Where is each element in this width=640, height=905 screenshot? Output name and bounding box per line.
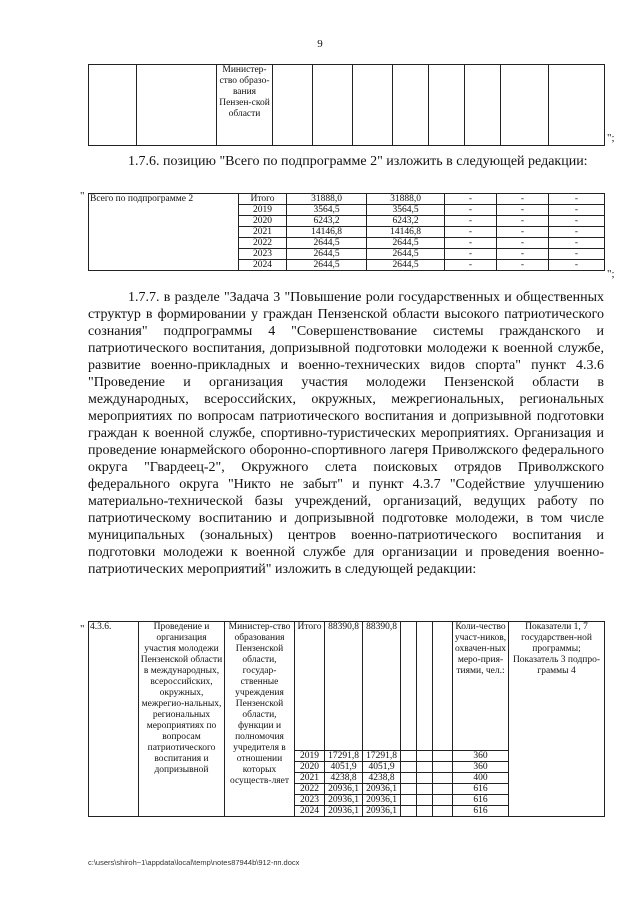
indicator-ref-cell: Показатели 1, 7 государствен-ной программы; Показатель 3 подпро-граммы 4 — [509, 622, 605, 817]
paragraph-1-7-6: 1.7.6. позицию "Всего по подпрограмме 2" изложить в следующей редакции: — [128, 154, 588, 169]
d1-cell: - — [445, 238, 497, 249]
total-cell: 2644,5 — [287, 260, 367, 271]
value-cell: 4238,8 — [363, 773, 401, 784]
val-cell: 31888,0 — [367, 194, 445, 205]
ministry-cell: Министер-ство образо-вания Пензен-ской области — [217, 65, 273, 146]
d3-cell: - — [549, 238, 605, 249]
total-cell: 14146,8 — [287, 227, 367, 238]
table-row — [89, 65, 605, 146]
d3-cell: - — [549, 260, 605, 271]
d2-cell: - — [497, 249, 549, 260]
year-cell: 2024 — [295, 806, 325, 817]
indicator-label-cell: Коли-чество участ-ников, охвачен-ных меро-прия-тиями, чел.: — [453, 622, 509, 751]
paragraph-1-7-7: 1.7.7. в разделе "Задача 3 "Повышение роли государственных и общественных структур в формировании у граждан Пензенской области высокого патриотического сознания" подпрограммы 4 "Совершенствование системы гражданского и патриотического воспитания, допризывной подготовки молодежи к военной службе, развитие военно-прикладных и военно-технических видов спорта" пункт 4.3.6 "Проведение и организация участия молодежи Пензенской области в международных, всероссийских, окружных, межрегиональных, региональных мероприятиях по вопросам патриотического воспитания и допризывной подготовки граждан к военной службе, спортивно-туристических мероприятиях. Организация и проведение юнармейского оборонно-спортивного лагеря Приволжского федерального округа "Гвардеец-2", Окружного слета поисковых отрядов Приволжского федерального округа "Никто не забыт" и пункт 4.3.7 "Содействие улучшению материально-технической базы учреждений, организаций, ведущих работу по патриотическому воспитанию и допризывной подготовке молодежи, в том числе муниципальных (зональных) центров военно-патриотического воспитания и подготовки молодежи к военной службе для организации и проведения военно-патриотических мероприятий" изложить в следующей редакции: — [88, 290, 604, 577]
value-cell: 20936,1 — [363, 795, 401, 806]
closing-quote: "; — [607, 132, 615, 144]
d3-cell: - — [549, 249, 605, 260]
subprogram-2-table — [88, 193, 605, 271]
table-row — [89, 622, 605, 751]
value-cell: 88390,8 — [363, 622, 401, 751]
d1-cell: - — [445, 194, 497, 205]
total-cell: 4051,9 — [325, 762, 363, 773]
count-cell: 616 — [453, 795, 509, 806]
subprogram-label-cell: Всего по подпрограмме 2 — [89, 194, 239, 271]
total-cell: 2644,5 — [287, 249, 367, 260]
d1-cell: - — [445, 260, 497, 271]
d2-cell: - — [497, 260, 549, 271]
continuation-table — [88, 64, 605, 146]
total-cell: 6243,2 — [287, 216, 367, 227]
d3-cell: - — [549, 194, 605, 205]
d1-cell: - — [445, 227, 497, 238]
year-cell: 2019 — [239, 205, 287, 216]
opening-quote: " — [80, 623, 85, 635]
table-row — [89, 194, 605, 205]
d2-cell: - — [497, 216, 549, 227]
d3-cell: - — [549, 227, 605, 238]
val-cell: 14146,8 — [367, 227, 445, 238]
year-cell: 2021 — [239, 227, 287, 238]
d2-cell: - — [497, 227, 549, 238]
count-cell: 616 — [453, 806, 509, 817]
d2-cell: - — [497, 194, 549, 205]
value-cell: 4051,9 — [363, 762, 401, 773]
value-cell: 20936,1 — [363, 806, 401, 817]
total-cell: 20936,1 — [325, 806, 363, 817]
executor-cell: Министер-ство образования Пензенской области, государ-ственные учреждения Пензенской области, функции и полномочия учредителя в отношении которых осуществ-ляет — [225, 622, 295, 817]
d3-cell: - — [549, 205, 605, 216]
year-cell: 2023 — [295, 795, 325, 806]
closing-quote: "; — [607, 268, 615, 280]
total-cell: 2644,5 — [287, 238, 367, 249]
val-cell: 3564,5 — [367, 205, 445, 216]
count-cell: 616 — [453, 784, 509, 795]
page-number: 9 — [317, 38, 323, 50]
d2-cell: - — [497, 238, 549, 249]
d1-cell: - — [445, 249, 497, 260]
value-cell: 20936,1 — [363, 784, 401, 795]
year-cell: 2019 — [295, 751, 325, 762]
year-cell: 2020 — [239, 216, 287, 227]
val-cell: 2644,5 — [367, 249, 445, 260]
total-cell: 88390,8 — [325, 622, 363, 751]
year-cell: 2023 — [239, 249, 287, 260]
description-cell: Проведение и организация участия молодежи Пензенской области в международных, всероссийских, окружных, межрегио-нальных, региональных мероприятиях по вопросам патриотического воспитания и допризывной — [139, 622, 225, 817]
d2-cell: - — [497, 205, 549, 216]
count-cell: 400 — [453, 773, 509, 784]
total-cell: 3564,5 — [287, 205, 367, 216]
code-cell: 4.3.6. — [89, 622, 139, 817]
opening-quote: " — [80, 190, 85, 202]
item-4-3-6-table — [88, 621, 605, 817]
total-cell: 20936,1 — [325, 795, 363, 806]
d1-cell: - — [445, 216, 497, 227]
val-cell: 6243,2 — [367, 216, 445, 227]
count-cell: 360 — [453, 762, 509, 773]
year-cell: 2022 — [239, 238, 287, 249]
value-cell: 17291,8 — [363, 751, 401, 762]
year-cell: 2022 — [295, 784, 325, 795]
val-cell: 2644,5 — [367, 260, 445, 271]
year-cell: Итого — [239, 194, 287, 205]
total-cell: 20936,1 — [325, 784, 363, 795]
total-cell: 4238,8 — [325, 773, 363, 784]
d1-cell: - — [445, 205, 497, 216]
year-cell: Итого — [295, 622, 325, 751]
d3-cell: - — [549, 216, 605, 227]
file-path-footer: c:\users\shiroh~1\appdata\local\temp\notes87944b\912-пп.docx — [88, 858, 300, 867]
year-cell: 2024 — [239, 260, 287, 271]
count-cell: 360 — [453, 751, 509, 762]
val-cell: 2644,5 — [367, 238, 445, 249]
year-cell: 2021 — [295, 773, 325, 784]
total-cell: 17291,8 — [325, 751, 363, 762]
total-cell: 31888,0 — [287, 194, 367, 205]
year-cell: 2020 — [295, 762, 325, 773]
